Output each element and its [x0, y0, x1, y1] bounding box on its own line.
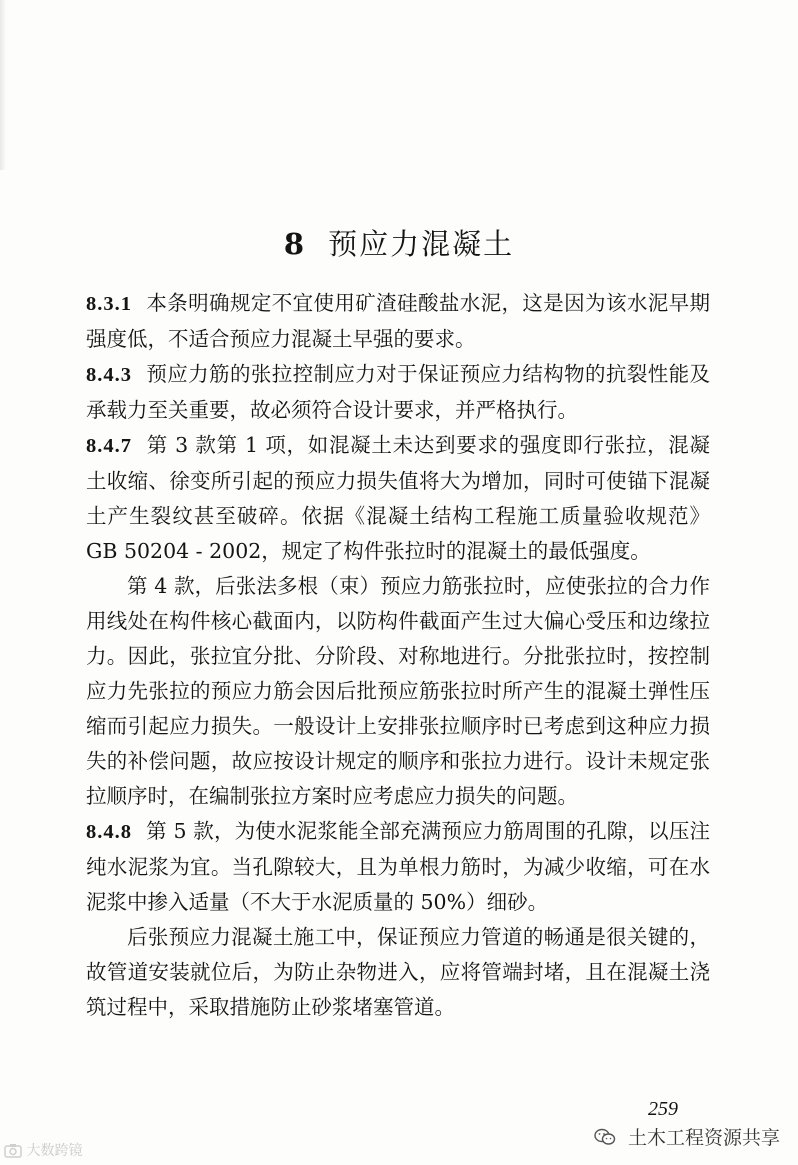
watermark-right [594, 1123, 780, 1150]
clause-continuation: 第 4 款，后张法多根（束）预应力筋张拉时，应使张拉的合力作用线处在构件核心截面内，以防构件截面产生过大偏心受压和边缘拉力。因此，张拉宜分批、分阶段、对称地进行。分批张拉时，按控制应力先张拉的预应力筋会因后批预应筋张拉时所产生的混凝土弹性压缩而引起应力损失。一般设计上安排张拉顺序时已考虑到这种应力损失的补偿问题，故应按设计规定的顺序和张拉力进行。设计未规定张拉顺序时，在编制张拉方案时应考虑应力损失的问题。 [86, 574, 710, 808]
clause-paragraph [86, 814, 710, 920]
chapter-title: 预应力混凝土 [328, 227, 515, 262]
page-number: 259 [648, 1098, 678, 1120]
clause-paragraph [86, 357, 710, 428]
clause-text: 第 5 款，为使水泥浆能全部充满预应力筋周围的孔隙，以压注纯水泥浆为宜。当孔隙较大，且为单根力筋时，为减少收缩，可在水泥浆中掺入适量（不大于水泥质量的 50%）细砂。 [86, 819, 710, 914]
chapter-heading [0, 222, 798, 263]
clause-continuation: 后张预应力混凝土施工中，保证预应力管道的畅通是很关键的，故管道安装就位后，为防止杂物进入，应将管端封堵，且在混凝土浇筑过程中，采取措施防止砂浆堵塞管道。 [86, 925, 710, 1019]
watermark-left [4, 1140, 82, 1160]
clause-text: 第 3 款第 1 项，如混凝土未达到要求的强度即行张拉，混凝土收缩、徐变所引起的预应力损失值将大为增加，同时可使锚下混凝土产生裂纹甚至破碎。依据《混凝土结构工程施工质量验收规范》GB 50204 - 2002，规定了构件张拉时的混凝土的最低强度。 [86, 433, 710, 563]
body-text [86, 286, 710, 1025]
clause-number: 8.4.3 [86, 364, 132, 386]
watermark-left-text: 大数跨镜 [26, 1143, 83, 1159]
page-edge-shadow [0, 0, 6, 170]
clause-paragraph [86, 286, 710, 357]
watermark-right-text: 土木工程资源共享 [628, 1127, 781, 1149]
camera-logo-icon [4, 1142, 22, 1160]
clause-number: 8.4.8 [86, 821, 132, 843]
clause-number: 8.4.7 [86, 435, 132, 457]
clause-number: 8.3.1 [86, 293, 132, 315]
clause-text: 本条明确规定不宜使用矿渣硅酸盐水泥，这是因为该水泥早期强度低，不适合预应力混凝土早强的要求。 [86, 291, 710, 351]
clause-text: 预应力筋的张拉控制应力对于保证预应力结构物的抗裂性能及承载力至关重要，故必须符合设计要求，并严格执行。 [86, 362, 710, 422]
clause-paragraph [86, 428, 710, 569]
wechat-icon [594, 1128, 616, 1146]
chapter-number: 8 [283, 227, 307, 262]
